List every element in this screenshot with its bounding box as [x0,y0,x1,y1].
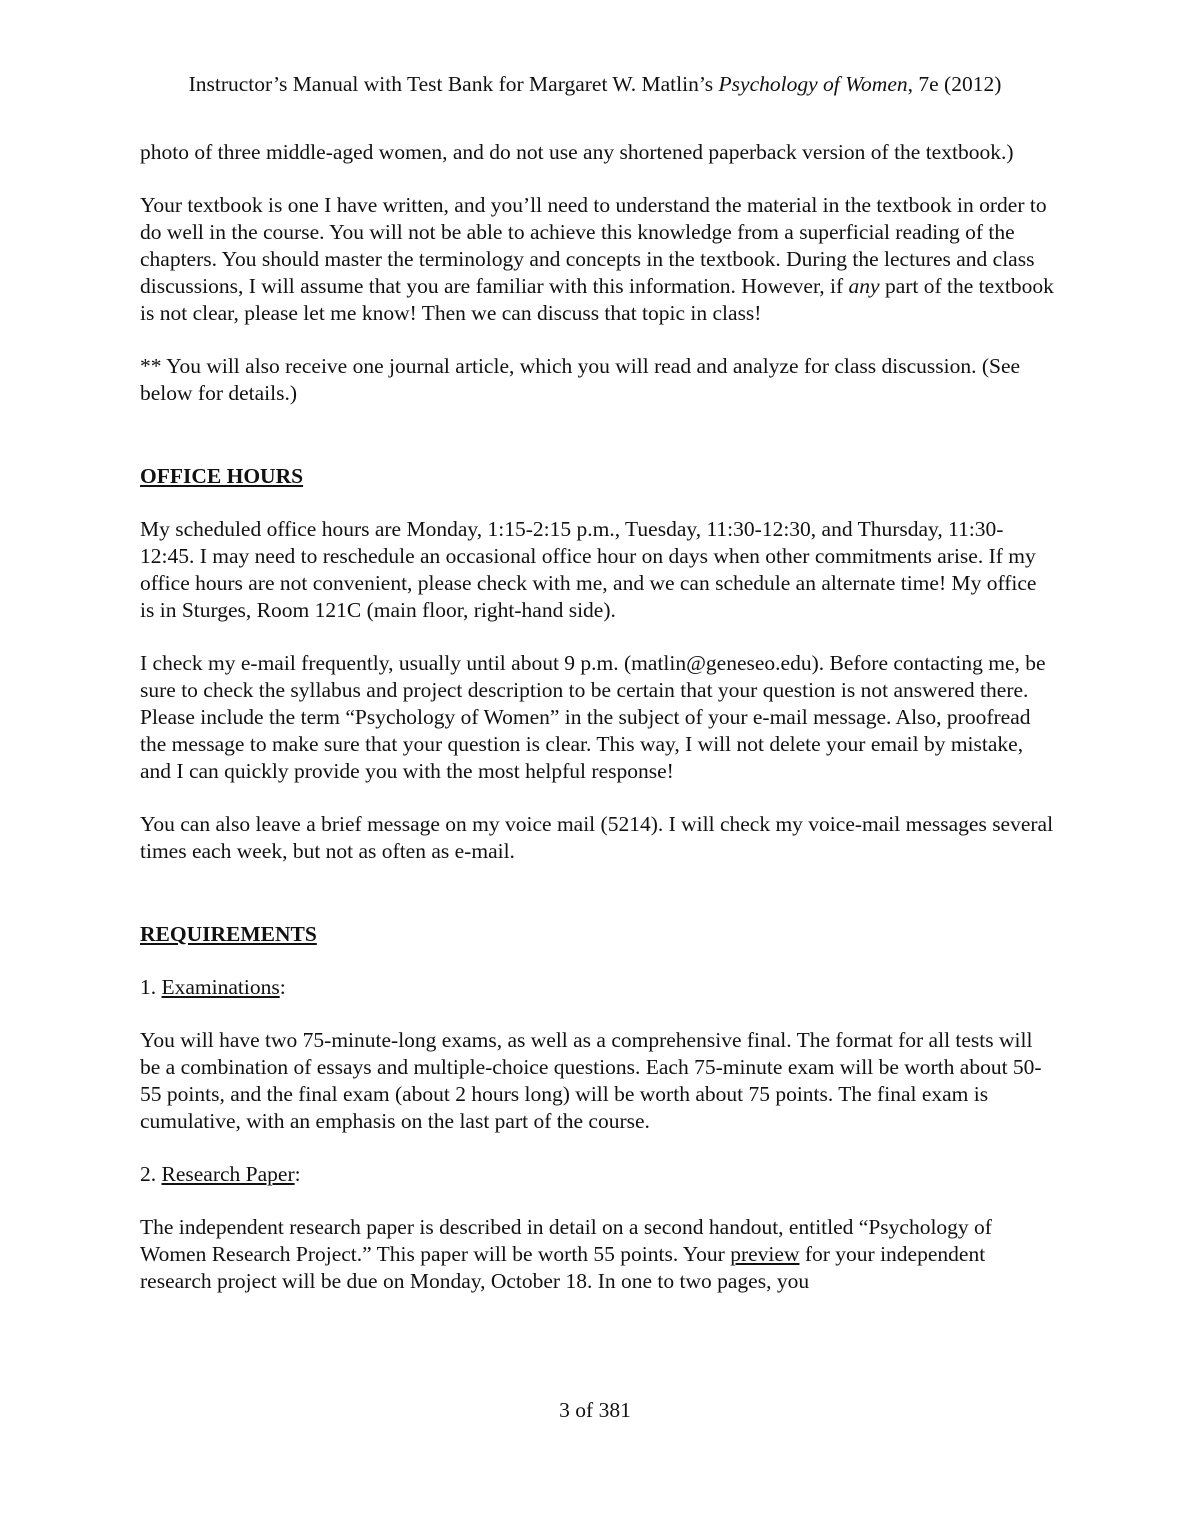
requirement-1-label: Examinations [161,975,280,999]
requirement-2-text-a: The independent research paper is described in detail on a second handout, entitled “Psychology of Women Research Project.” This paper will be worth 55 points. Your [140,1215,992,1266]
requirement-2-text [140,1214,1055,1295]
intro-paragraph-2-b: part of the textbook is not clear, please let me know! Then we can discuss that topic in class! [140,274,1054,325]
intro-emphasis: any [848,274,880,298]
requirement-1-colon: : [279,975,286,999]
office-hours-paragraph-1: My scheduled office hours are Monday, 1:15-2:15 p.m., Tuesday, 11:30-12:30, and Thursday, 11:30-12:45. I may need to reschedule an occasional office hour on days when other commitments arise. If my office hours are not convenient, please check with me, and we can schedule an alternate time! My office is in Sturges, Room 121C (main floor, right-hand side). [140,517,1037,622]
requirement-1-number: 1. [140,975,162,999]
requirement-1-text: You will have two 75-minute-long exams, as well as a comprehensive final. The format for all tests will be a combination of essays and multiple-choice questions. Each 75-minute exam will be worth about 50-55 points, and the final exam (about 2 hours long) will be worth about 75 points. The final exam is cumulative, with an emphasis on the last part of the course. [140,1028,1042,1133]
page-number: 3 of 381 [559,1398,631,1422]
running-header [0,70,1190,98]
voice-mail-paragraph: You can also leave a brief message on my voice mail (5214). I will check my voice-mail messages several times each week, but not as often as e-mail. [140,812,1054,863]
header-book-title: Psychology of Women [718,72,908,96]
requirement-2-number: 2. [140,1162,162,1186]
page-content [140,139,1055,1295]
intro-paragraph-1: photo of three middle-aged women, and do not use any shortened paperback version of the textbook.) [140,140,1014,164]
requirement-2-colon: : [294,1162,301,1186]
header-suffix: , 7e (2012) [907,72,1002,96]
preview-underlined: preview [730,1242,800,1266]
requirement-2-title [140,1161,1055,1188]
intro-paragraph-3: ** You will also receive one journal article, which you will read and analyze for class discussion. (See below for details.) [140,354,1021,405]
intro-paragraph-2 [140,192,1055,327]
header-prefix: Instructor’s Manual with Test Bank for Margaret W. Matlin’s [188,72,719,96]
intro-paragraph-2-a: Your textbook is one I have written, and you’ll need to understand the material in the textbook in order to do well in the course. You will not be able to achieve this knowledge from a superficial reading of the chapters. You should master the terminology and concepts in the textbook. During the lectures and class discussions, I will assume that you are familiar with this information. However, if [140,193,1047,298]
email-paragraph: I check my e-mail frequently, usually until about 9 p.m. (matlin@geneseo.edu). Before contacting me, be sure to check the syllabus and project description to be certain that your question is not answered there. Please include the term “Psychology of Women” in the subject of your e-mail message. Also, proofread the message to make sure that your question is clear. This way, I will not delete your email by mistake, and I can quickly provide you with the most helpful response! [140,651,1046,783]
office-hours-heading: OFFICE HOURS [140,464,304,488]
requirement-2-label: Research Paper [161,1162,295,1186]
requirement-2-text-b: for your independent research project will be due on Monday, October 18. In one to two pages, you [140,1242,986,1293]
requirements-heading: REQUIREMENTS [140,922,317,946]
requirement-1-title [140,974,1055,1001]
